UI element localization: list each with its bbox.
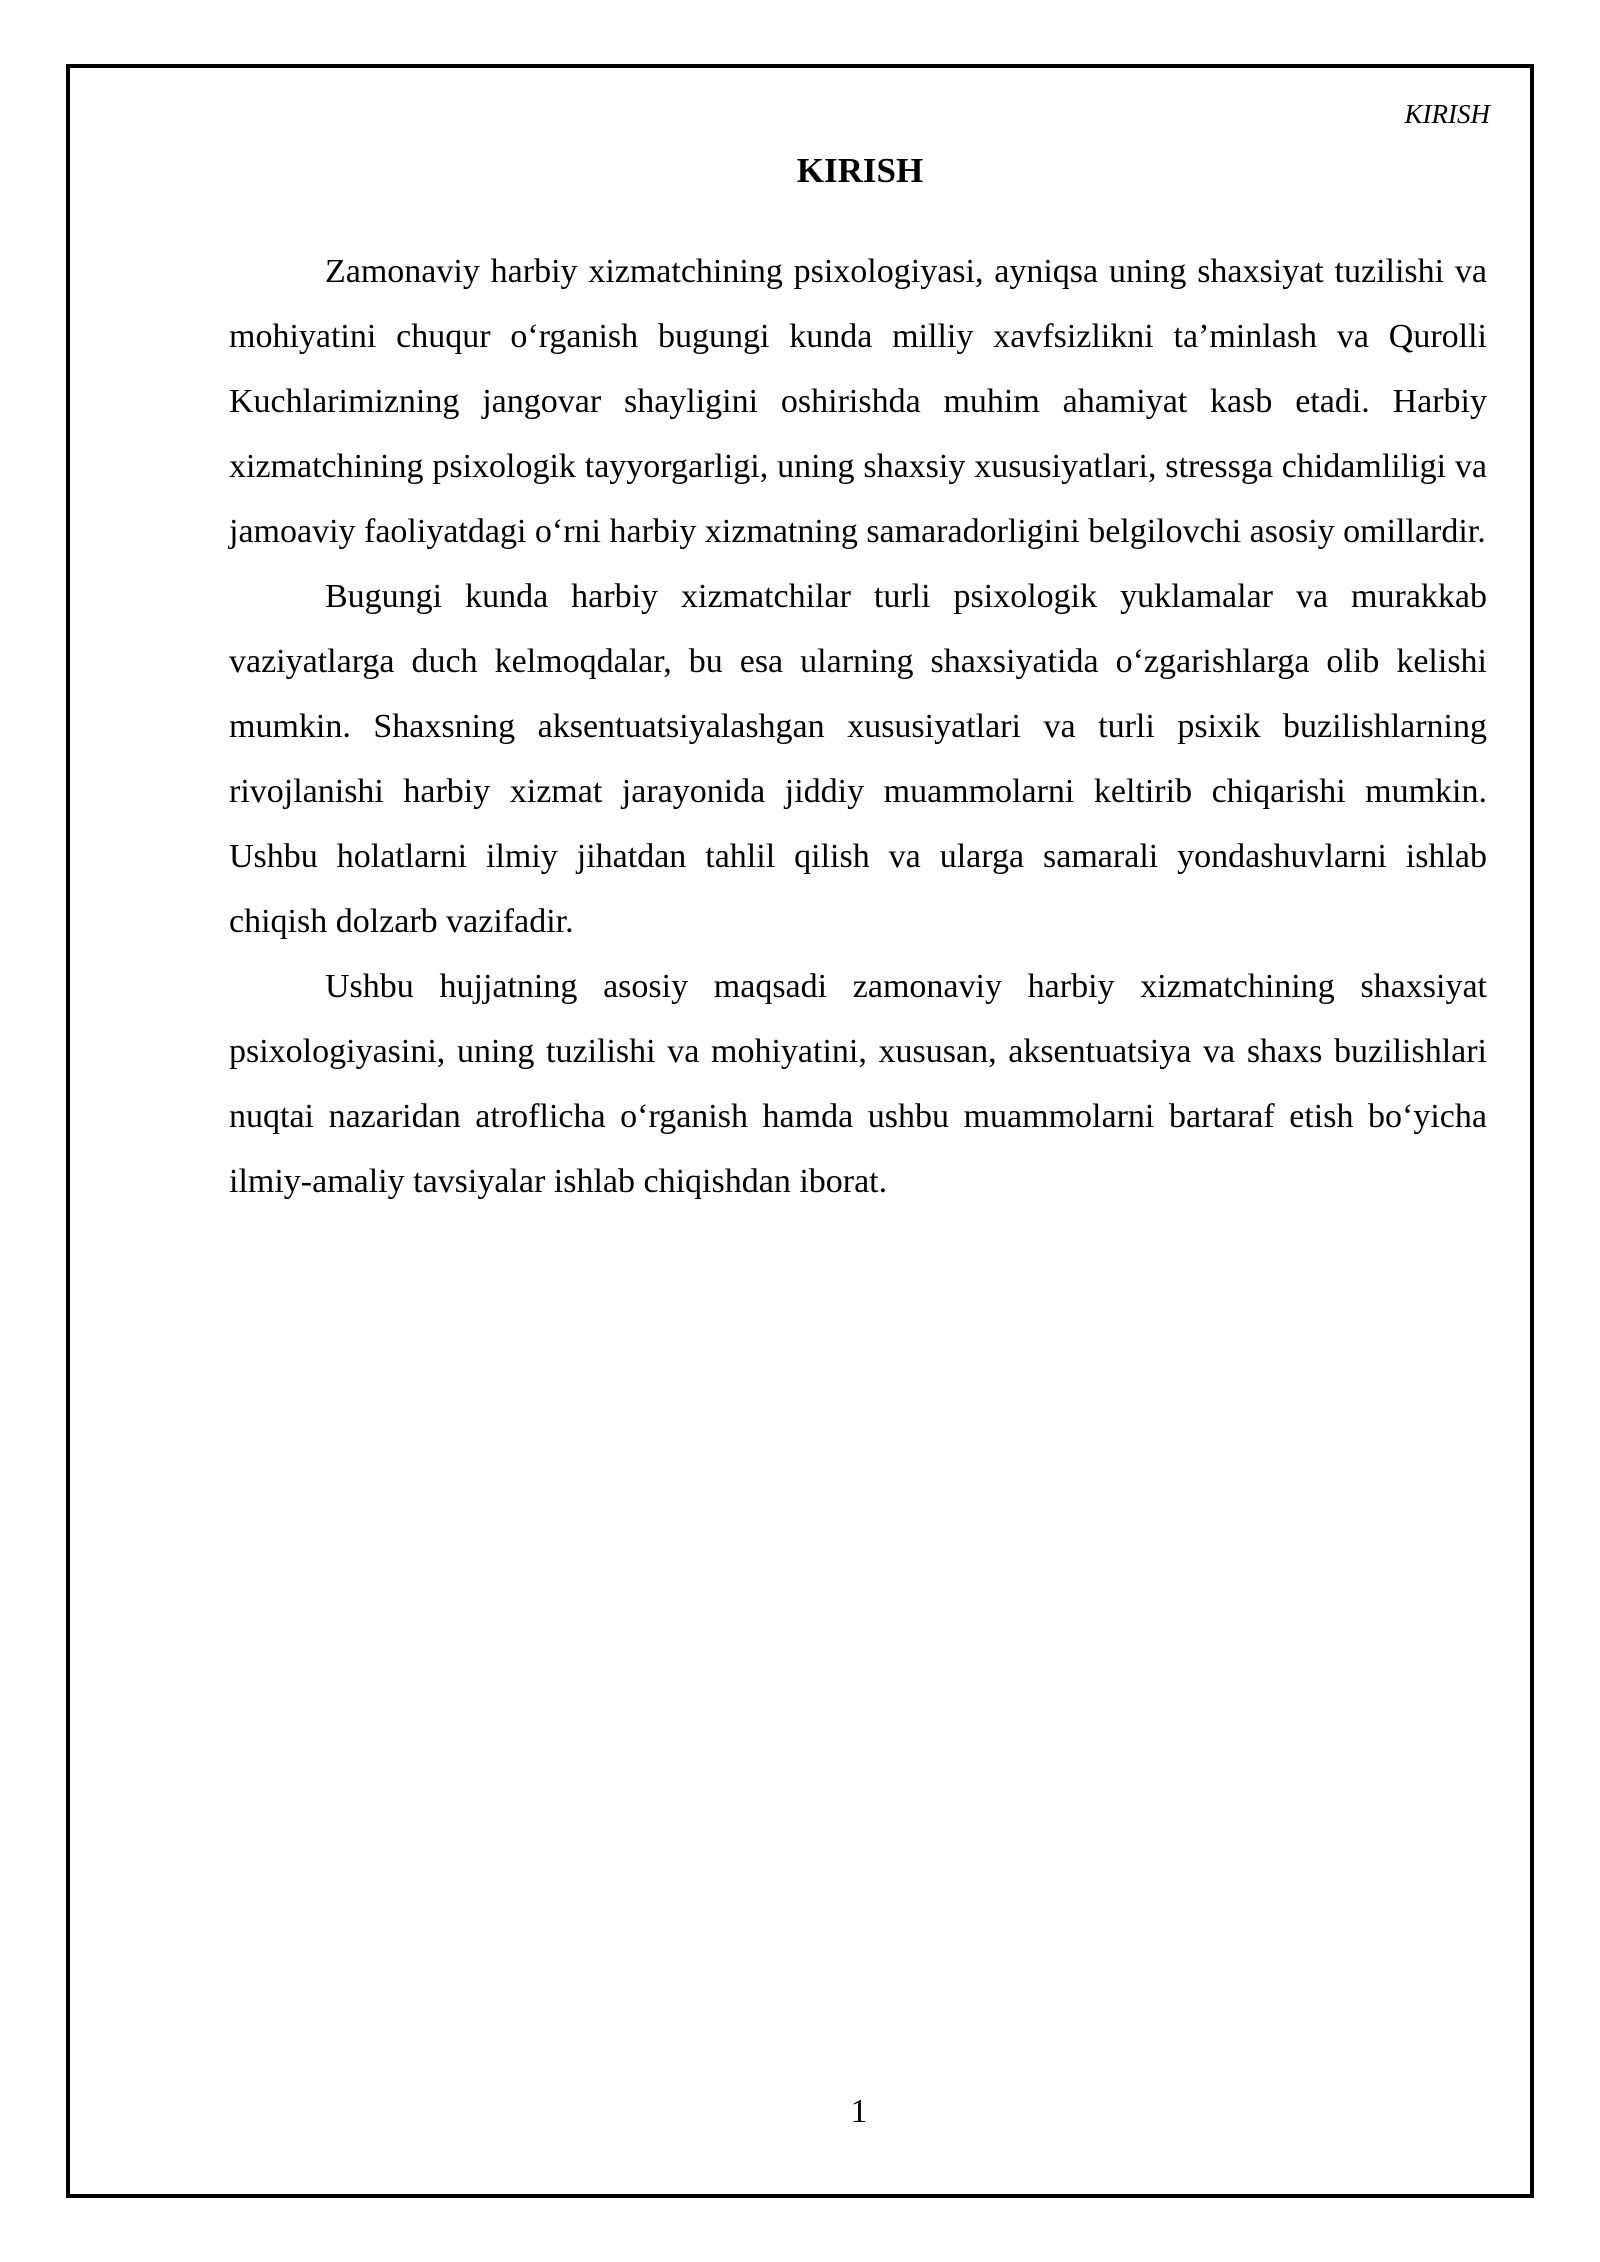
paragraph: Ushbu hujjatning asosiy maqsadi zamonaviy harbiy xizmatchining shaxsiyat psixologiyasini, uning tuzilishi va mohiyatini, xususan, aksentuatsiya va shaxs buzilishlari nuqtai nazaridan atroflicha o‘rganish hamda ushbu muammolarni bartaraf etish bo‘yicha ilmiy-amaliy tavsiyalar ishlab chiqishdan iborat. bbox=[229, 968, 1487, 1200]
paragraph: Zamonaviy harbiy xizmatchining psixologiyasi, ayniqsa uning shaxsiyat tuzilishi va mohiyatini chuqur o‘rganish bugungi kunda milliy xavfsizlikni ta’minlash va Qurolli Kuchlarimizning jangovar shayligini oshirishda muhim ahamiyat kasb etadi. Harbiy xizmatchining psixologik tayyorgarligi, uning shaxsiy xususiyatlari, stressga chidamliligi va jamoaviy faoliyatdagi o‘rni harbiy xizmatning samaradorligini belgilovchi asosiy omillardir. bbox=[229, 253, 1487, 550]
page-title: KIRISH bbox=[796, 151, 924, 190]
document-body bbox=[229, 239, 1487, 1214]
running-header: KIRISH bbox=[1404, 99, 1490, 129]
paragraph: Bugungi kunda harbiy xizmatchilar turli psixologik yuklamalar va murakkab vaziyatlarga duch kelmoqdalar, bu esa ularning shaxsiyatida o‘zgarishlarga olib kelishi mumkin. Shaxsning aksentuatsiyalashgan xususiyatlari va turli psixik buzilishlarning rivojlanishi harbiy xizmat jarayonida jiddiy muammolarni keltirib chiqarishi mumkin. Ushbu holatlarni ilmiy jihatdan tahlil qilish va ularga samarali yondashuvlarni ishlab chiqish dolzarb vazifadir. bbox=[229, 578, 1487, 940]
page-number: 1 bbox=[850, 2093, 868, 2130]
